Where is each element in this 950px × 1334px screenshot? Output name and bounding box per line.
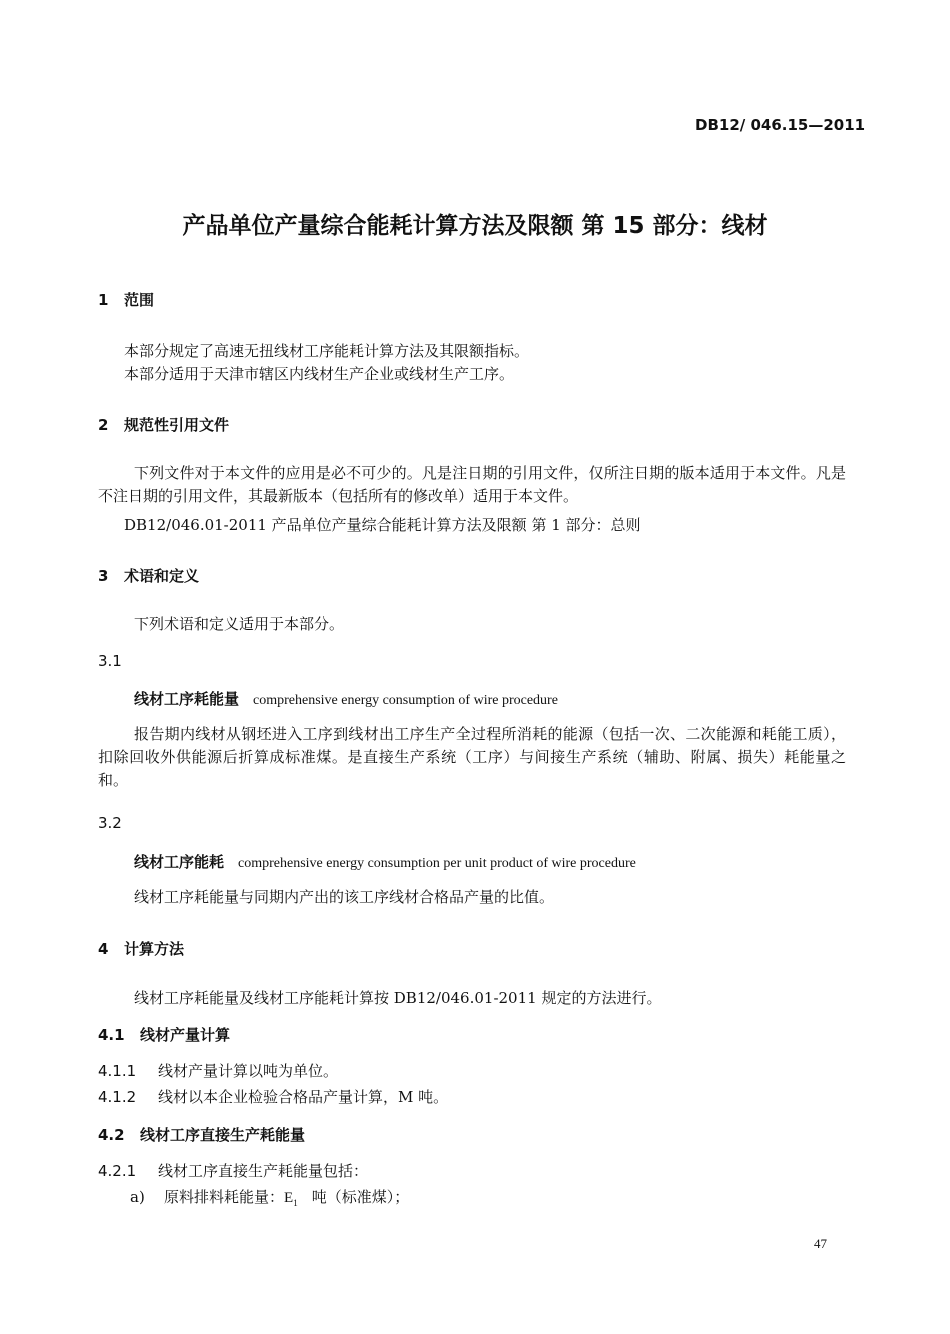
symbol: E bbox=[284, 1190, 294, 1206]
section-title: 计算方法 bbox=[124, 940, 185, 958]
section-number: 3 bbox=[98, 567, 109, 585]
subsection-number: 4.2 bbox=[98, 1126, 125, 1144]
clause-text: 线材以本企业检验合格品产量计算，M 吨。 bbox=[158, 1088, 449, 1106]
section-title: 范围 bbox=[124, 291, 155, 309]
clause-number: 4.1.2 bbox=[98, 1088, 137, 1106]
paragraph: 本部分适用于天津市辖区内线材生产企业或线材生产工序。 bbox=[124, 365, 515, 383]
section-title: 规范性引用文件 bbox=[124, 416, 230, 434]
term-english: comprehensive energy consumption of wire procedure bbox=[253, 693, 558, 708]
reference-item: DB12/046.01-2011 产品单位产量综合能耗计算方法及限额 第 1 部分：总则 bbox=[124, 516, 641, 534]
term-entry bbox=[134, 688, 558, 709]
term-number: 3.1 bbox=[98, 652, 122, 670]
subscript: 1 bbox=[293, 1198, 298, 1208]
clause-number: 4.1.1 bbox=[98, 1062, 137, 1080]
paragraph: 下列文件对于本文件的应用是必不可少的。凡是注日期的引用文件，仅所注日期的版本适用于本文件。凡是不注日期的引用文件，其最新版本（包括所有的修改单）适用于本文件。 bbox=[98, 464, 846, 505]
paragraph: 线材工序耗能量及线材工序能耗计算按 DB12/046.01-2011 规定的方法进行。 bbox=[134, 989, 662, 1007]
section-title: 术语和定义 bbox=[124, 567, 200, 585]
clause-text: 线材产量计算以吨为单位。 bbox=[158, 1062, 339, 1080]
clause-item bbox=[98, 1086, 448, 1107]
subsection-4-1-heading bbox=[98, 1024, 230, 1045]
list-unit: 吨（标准煤）； bbox=[311, 1188, 410, 1206]
page-number: 47 bbox=[814, 1236, 827, 1251]
term-entry bbox=[134, 851, 636, 872]
paragraph: 下列术语和定义适用于本部分。 bbox=[134, 615, 345, 633]
list-marker: a) bbox=[130, 1188, 145, 1206]
subsection-number: 4.1 bbox=[98, 1026, 125, 1044]
list-label: 原料排料耗能量： bbox=[164, 1188, 285, 1206]
section-1-heading bbox=[98, 289, 154, 310]
standard-code: DB12/ 046.15—2011 bbox=[695, 116, 866, 134]
list-item bbox=[130, 1186, 409, 1208]
term-chinese: 线材工序能耗 bbox=[134, 853, 225, 871]
term-definition: 线材工序耗能量与同期内产出的该工序线材合格品产量的比值。 bbox=[134, 888, 555, 906]
clause-number: 4.2.1 bbox=[98, 1162, 137, 1180]
term-definition: 报告期内线材从钢坯进入工序到线材出工序生产全过程所消耗的能源（包括一次、二次能源和耗能工质），扣除回收外供能源后折算成标准煤。是直接生产系统（工序）与间接生产系统（辅助、附属、损失）耗能量之和。 bbox=[98, 725, 846, 789]
subsection-title: 线材工序直接生产耗能量 bbox=[140, 1126, 306, 1144]
section-2-heading bbox=[98, 414, 229, 435]
term-number: 3.2 bbox=[98, 814, 122, 832]
clause-item bbox=[98, 1160, 368, 1181]
section-number: 4 bbox=[98, 940, 109, 958]
term-english: comprehensive energy consumption per unit product of wire procedure bbox=[238, 856, 636, 871]
term-chinese: 线材工序耗能量 bbox=[134, 690, 240, 708]
clause-text: 线材工序直接生产耗能量包括： bbox=[158, 1162, 369, 1180]
section-4-heading bbox=[98, 938, 184, 959]
section-number: 1 bbox=[98, 291, 109, 309]
section-number: 2 bbox=[98, 416, 109, 434]
document-title: 产品单位产量综合能耗计算方法及限额 第 15 部分：线材 bbox=[182, 213, 768, 239]
paragraph: 本部分规定了高速无扭线材工序能耗计算方法及其限额指标。 bbox=[124, 342, 530, 360]
subsection-4-2-heading bbox=[98, 1124, 305, 1145]
subsection-title: 线材产量计算 bbox=[140, 1026, 231, 1044]
section-3-heading bbox=[98, 565, 199, 586]
clause-item bbox=[98, 1060, 338, 1081]
